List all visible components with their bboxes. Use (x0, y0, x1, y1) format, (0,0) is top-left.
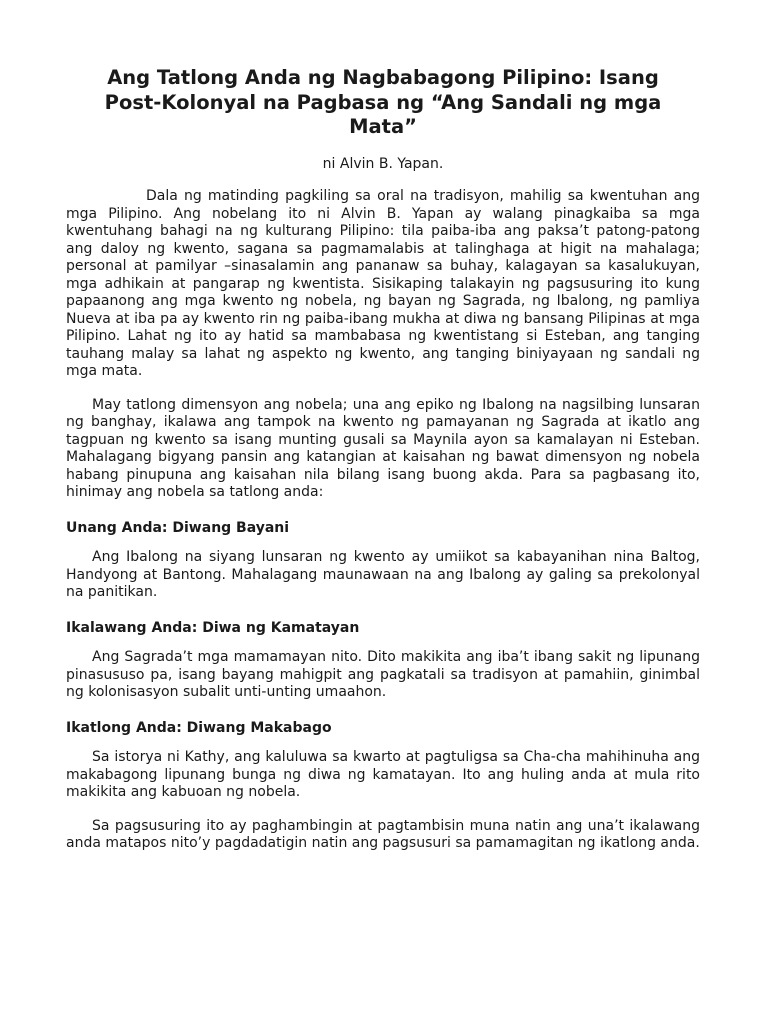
section-paragraph-ikalawang-anda: Ang Sagrada’t mga mamamayan nito. Dito makikita ang iba’t ibang sakit ng lipunang pinasususo pa, isang bayang mahigpit ang pagkatali sa tradisyon at pamahiin, ginimbal ng kolonisasyon subalit unti-unting umaahon. (66, 649, 700, 700)
section-paragraph-ikatlong-anda: Sa istorya ni Kathy, ang kaluluwa sa kwarto at pagtuligsa sa Cha-cha mahihinuha ang makabagong lipunang bunga ng diwa ng kamatayan. Ito ang huling anda at mula rito makikita ang kabuoan ng nobela. (66, 749, 700, 800)
section-heading-unang-anda: Unang Anda: Diwang Bayani (66, 519, 290, 536)
section-paragraph-unang-anda: Ang Ibalong na siyang lunsaran ng kwento ay umiikot sa kabayanihan nina Baltog, Handyong at Bantong. Mahalagang maunawaan na ang Ibalong ay galing sa prekolonyal na panitikan. (66, 549, 700, 600)
intro-paragraph-2: May tatlong dimensyon ang nobela; una ang epiko ng Ibalong na nagsilbing lunsaran ng banghay, ikalawa ang tampok na kwento ng pamayanan ng Sagrada at ikatlo ang tagpuan ng kwento sa isang munting gusali sa Maynila ayon sa kamalayan ni Esteban. Mahalagang bigyang pansin ang katangian at kaisahan ng bawat dimensyon ng nobela habang pinupuna ang kaisahan nila bilang isang buong akda. Para sa pagbasang ito, hinimay ang nobela sa tatlong anda: (66, 396, 700, 500)
document-author: ni Alvin B. Yapan. (322, 155, 444, 172)
document-page (66, 66, 700, 853)
closing-paragraph: Sa pagsusuring ito ay paghambingin at pagtambisin muna natin ang una’t ikalawang anda matapos nito’y pagdadatigin natin ang pagsusuri sa pamamagitan ng ikatlong anda. (66, 817, 700, 851)
section-heading-ikatlong-anda: Ikatlong Anda: Diwang Makabago (66, 719, 332, 736)
document-title: Ang Tatlong Anda ng Nagbabagong Pilipino: Isang Post-Kolonyal na Pagbasa ng “Ang Sandali ng mga Mata” (104, 66, 662, 138)
section-heading-ikalawang-anda: Ikalawang Anda: Diwa ng Kamatayan (66, 619, 360, 636)
intro-paragraph-1: Dala ng matinding pagkiling sa oral na tradisyon, mahilig sa kwentuhan ang mga Pilipino. Ang nobelang ito ni Alvin B. Yapan ay walang pinagkaiba sa mga kwentuhang bahagi na ng kulturang Pilipino: tila paiba-iba ang paksa’t patong-patong ang daloy ng kwento, sagana sa pagmamalabis at talinghaga at higit na mahalaga; personal at pamilyar –sinasalamin ang pananaw sa buhay, kalagayan sa kasalukuyan, mga adhikain at pangarap ng kwentista. Sisikaping talakayin ng pagsusuring ito kung papaanong ang mga kwento ng nobela, ng bayan ng Sagrada, ng Ibalong, ng pamliya Nueva at iba pa ay kwento rin ng paiba-ibang mukha at diwa ng bansang Pilipinas at mga Pilipino. Lahat ng ito ay hatid sa mambabasa ng kwentistang si Esteban, ang tanging tauhang malay sa lahat ng aspekto ng kwento, ang tanging biniyayaan ng sandali ng mga mata. (66, 188, 700, 379)
